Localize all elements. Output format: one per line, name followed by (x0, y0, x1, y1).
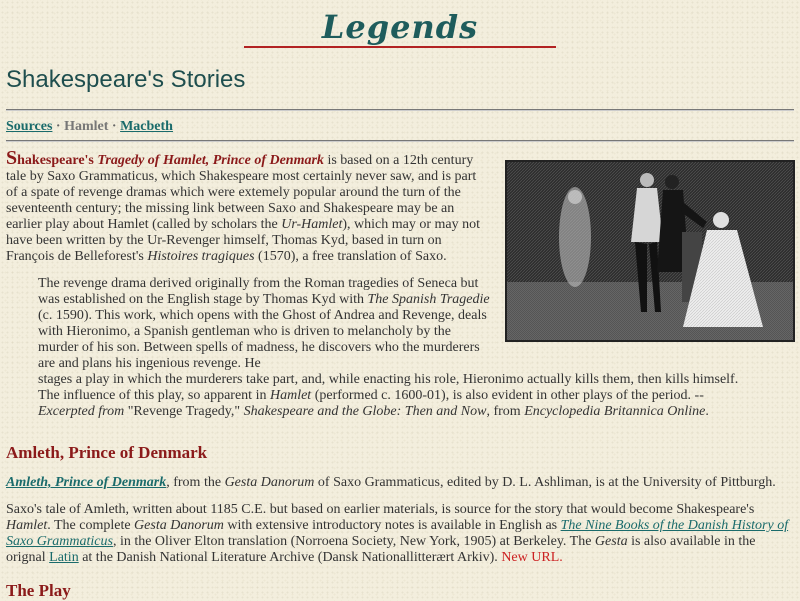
intro-paragraph (6, 147, 490, 265)
site-banner (0, 8, 800, 46)
intro-text: (1570), a free translation of Saxo. (254, 249, 447, 264)
breadcrumb-separator: · (52, 119, 65, 134)
quote-text: stages a play in which the murderers take part, and, while enacting his role, Hieronimo actually kills them, then kills himself. The influence of this play, so apparent in (38, 372, 739, 403)
macbeth-link[interactable]: Macbeth (120, 119, 173, 134)
sources-link[interactable]: Sources (6, 119, 53, 134)
quote-text: The revenge drama derived originally from the Roman tragedies of Seneca but was established on the English stage by Thomas Kyd with (38, 276, 479, 307)
para-text: , in the Oliver Elton translation (Norroena Society, New York, 1905) at Berkeley. The (112, 534, 595, 549)
amleth-link[interactable]: Amleth, Prince of Denmark (6, 475, 167, 490)
hamlet-title: Hamlet (6, 518, 48, 533)
banner-title: Legends (321, 8, 479, 46)
divider-top (6, 109, 794, 111)
intro-text: is based on a 12th century tale by Saxo Grammaticus, which Shakespeare most certainly never saw, and is part of a spate of revenge dramas which were extemely popular around the turn of the seventeenth century; the missing link between Saxo and Shakespeare may be an earlier play about Hamlet (called by scholars the (6, 153, 477, 232)
gesta-danorum: Gesta Danorum (224, 475, 315, 490)
latin-link[interactable]: Latin (49, 550, 79, 565)
quote-text: . (705, 404, 709, 419)
quote-text: (performed c. 1600-01), is also evident in other plays of the period. -- (311, 388, 704, 403)
banner-rule (244, 46, 556, 48)
spanish-tragedie: The Spanish Tragedie (367, 292, 490, 307)
divider-bottom (6, 140, 794, 142)
para-text: of Saxo Grammaticus, edited by D. L. Ashliman, is at the University of Pittburgh. (314, 475, 776, 490)
section-heading-the-play: The Play (6, 581, 71, 600)
drop-cap: S (6, 147, 18, 169)
amleth-info-paragraph (6, 502, 792, 566)
breadcrumb-separator: · (108, 119, 121, 134)
globe-title: Shakespeare and the Globe: Then and Now (243, 404, 487, 419)
intro-text: ), which may or may not have been written by the Ur-Revenger himself, Thomas Kyd, based in turn on François de Belleforest's (6, 217, 481, 264)
nine-books-link[interactable]: The Nine Books of the Danish History of Saxo Grammaticus (6, 518, 789, 549)
para-text: , from the (166, 475, 225, 490)
hamlet-title: Hamlet (269, 388, 312, 403)
play-title: Tragedy of Hamlet, Prince of Denmark (97, 153, 324, 168)
para-text: at the Danish National Literature Archive (Dansk Nationallitterært Arkiv). (78, 550, 502, 565)
current-page-hamlet: Hamlet (64, 119, 109, 134)
para-text: . The complete (47, 518, 135, 533)
ur-hamlet: Ur-Hamlet (281, 217, 343, 232)
quote-text: (c. 1590). This work, which opens with the Ghost of Andrea and Revenge, deals with Hieronimo, a Spanish gentleman who is driven to melancholy by the murder of his son. Between spells of madness, he discovers who the murderers are and plans his ingenious revenge. He (38, 308, 487, 371)
intro-lead: hakespeare's (17, 153, 94, 168)
histoires-tragiques: Histoires tragiques (147, 249, 255, 264)
section-heading-amleth: Amleth, Prince of Denmark (6, 443, 208, 462)
para-text: is also available in the orignal (6, 534, 756, 565)
quote-text: "Revenge Tragedy," (124, 404, 244, 419)
quote-narrow (38, 276, 490, 372)
britannica-title: Encyclopedia Britannica Online (524, 404, 706, 419)
page-title: Shakespeare's Stories (6, 66, 246, 93)
para-text: Saxo's tale of Amleth, written about 1185 C.E. but based on earlier materials, is source for the story that would become Shakespeare's (6, 502, 755, 517)
gesta-danorum: Gesta Danorum (134, 518, 224, 533)
breadcrumb (6, 119, 173, 135)
gesta: Gesta (594, 534, 628, 549)
new-url-note: New URL. (501, 550, 563, 565)
quote-text: , from (486, 404, 525, 419)
amleth-source-paragraph (6, 475, 792, 491)
kyd-quote (38, 276, 754, 420)
excerpted-from: Excerpted from (38, 404, 125, 419)
para-text: with extensive introductory notes is available in English as (223, 518, 561, 533)
